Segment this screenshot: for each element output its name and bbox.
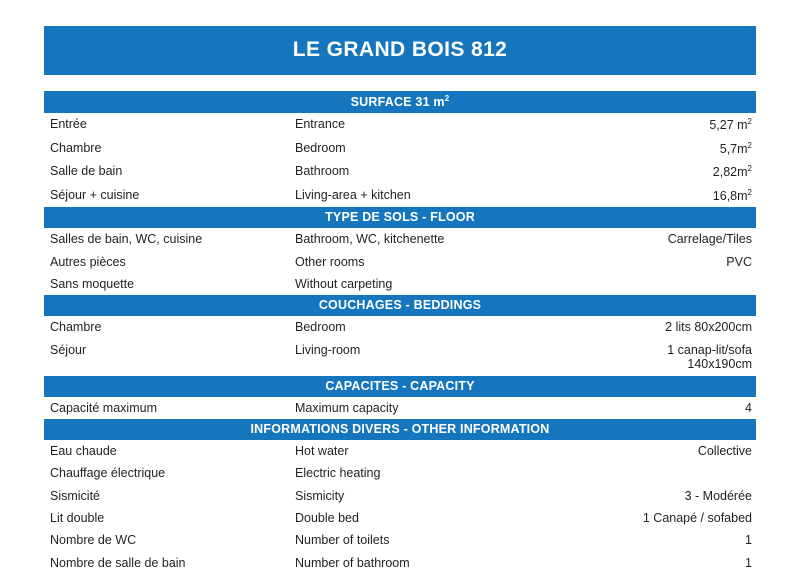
row-value-superscript: 2 <box>747 117 752 127</box>
row-value-superscript: 2 <box>747 187 752 197</box>
section-heading <box>44 91 756 113</box>
section-rows <box>44 113 756 207</box>
row-label-fr: Chambre <box>50 140 102 155</box>
section-heading <box>44 207 756 228</box>
section-heading-label: COUCHAGES - BEDDINGS <box>318 298 482 313</box>
table-row <box>44 316 756 338</box>
row-value-text: 1 Canapé / sofabed <box>642 511 752 526</box>
row-value-text: 1 <box>745 533 752 548</box>
row-label-fr: Séjour + cuisine <box>50 187 140 202</box>
table-row <box>44 440 756 462</box>
section-heading-label: SURFACE 31 m <box>350 95 445 110</box>
row-value-text: 4 <box>745 400 752 415</box>
row-label-fr: Entrée <box>50 117 87 132</box>
section-heading-superscript: 2 <box>444 94 450 103</box>
row-value-text: PVC <box>726 254 752 269</box>
row-value <box>615 485 756 507</box>
table-row <box>44 397 756 419</box>
section-rows <box>44 228 756 295</box>
row-label-fr: Salles de bain, WC, cuisine <box>50 232 203 247</box>
row-value <box>615 397 756 419</box>
row-label-fr: Chambre <box>50 320 102 335</box>
row-label-fr: Sismicité <box>50 488 101 503</box>
row-value <box>615 160 756 184</box>
section-heading <box>44 376 756 397</box>
section-rows <box>44 397 756 419</box>
row-value-text: Collective <box>697 443 752 458</box>
row-value <box>615 529 756 551</box>
row-label-fr: Salle de bain <box>50 164 123 179</box>
row-value-superscript: 2 <box>747 140 752 150</box>
table-row <box>44 339 756 376</box>
row-label-en: Bedroom <box>295 140 346 155</box>
row-value <box>615 462 756 484</box>
row-label-en: Hot water <box>295 443 349 458</box>
row-label-en: Number of bathroom <box>295 555 410 570</box>
table-row <box>44 251 756 273</box>
row-value-text: 3 - Modérée <box>684 488 752 503</box>
section-heading-label: TYPE DE SOLS - FLOOR <box>325 210 475 225</box>
row-value <box>615 137 756 161</box>
row-value-text: 2,82m <box>712 165 748 180</box>
sections-container <box>44 91 756 574</box>
section-heading-label: CAPACITES - CAPACITY <box>325 378 475 393</box>
table-row <box>44 137 756 161</box>
section-heading <box>44 419 756 440</box>
row-value <box>615 507 756 529</box>
row-value <box>615 552 756 574</box>
row-label-en: Electric heating <box>295 466 381 481</box>
row-label-fr: Autres pièces <box>50 254 126 269</box>
table-row <box>44 552 756 574</box>
row-value-text: 5,27 m <box>709 118 748 133</box>
row-value <box>615 184 756 208</box>
row-label-en: Double bed <box>295 511 359 526</box>
row-label-fr: Nombre de salle de bain <box>50 555 186 570</box>
row-value-text: 1 <box>745 555 752 570</box>
section-heading-label: INFORMATIONS DIVERS - OTHER INFORMATION <box>250 421 550 436</box>
row-value-text: 2 lits 80x200cm <box>665 320 752 335</box>
row-value-text: Carrelage/Tiles <box>667 232 752 247</box>
row-label-fr: Capacité maximum <box>50 400 157 415</box>
table-row <box>44 228 756 250</box>
row-label-en: Without carpeting <box>295 277 393 292</box>
row-label-en: Entrance <box>295 117 346 132</box>
row-value <box>615 228 756 250</box>
row-label-fr: Eau chaude <box>50 443 117 458</box>
row-label-en: Bathroom, WC, kitchenette <box>295 232 445 247</box>
section-rows <box>44 440 756 574</box>
row-label-en: Number of toilets <box>295 533 390 548</box>
row-value-text: 5,7m <box>719 141 748 156</box>
row-value <box>615 339 756 376</box>
table-row <box>44 113 756 137</box>
section-rows <box>44 316 756 375</box>
table-row <box>44 184 756 208</box>
row-value <box>615 251 756 273</box>
table-row <box>44 273 756 295</box>
row-label-fr: Nombre de WC <box>50 533 137 548</box>
table-row <box>44 507 756 529</box>
row-value <box>615 440 756 462</box>
row-value <box>615 273 756 295</box>
table-row <box>44 485 756 507</box>
row-label-en: Living-room <box>295 342 361 357</box>
table-row <box>44 462 756 484</box>
row-label-fr: Sans moquette <box>50 277 135 292</box>
row-value-text: 16,8m <box>712 188 748 203</box>
section-heading <box>44 295 756 316</box>
row-label-en: Living-area + kitchen <box>295 187 411 202</box>
row-value-superscript: 2 <box>747 164 752 174</box>
row-label-en: Sismicity <box>295 488 345 503</box>
page-title: LE GRAND BOIS 812 <box>44 26 756 75</box>
row-label-fr: Séjour <box>50 342 87 357</box>
table-row <box>44 160 756 184</box>
row-label-en: Bedroom <box>295 320 346 335</box>
row-label-en: Maximum capacity <box>295 400 399 415</box>
row-label-en: Bathroom <box>295 164 350 179</box>
row-value-text: 1 canap-lit/sofa 140x190cm <box>667 342 752 372</box>
table-row <box>44 529 756 551</box>
row-value <box>615 113 756 137</box>
row-label-en: Other rooms <box>295 254 365 269</box>
row-label-fr: Chauffage électrique <box>50 466 166 481</box>
row-value <box>615 316 756 338</box>
row-label-fr: Lit double <box>50 511 105 526</box>
